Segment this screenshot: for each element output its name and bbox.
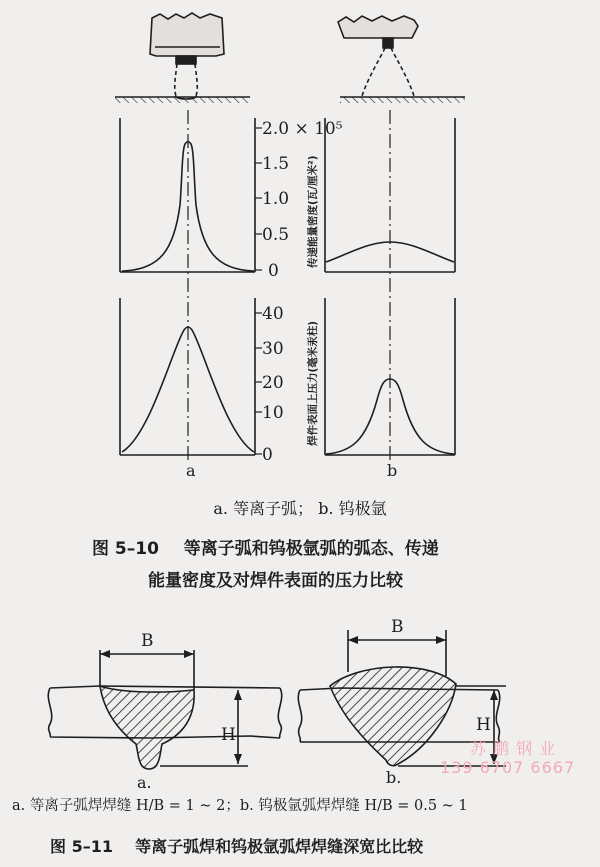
figure-5-11-number: 图 5–11: [50, 837, 113, 856]
height-label-b: H: [476, 715, 491, 735]
width-label-a: B: [141, 631, 154, 651]
figure-5-10-caption-line1: [92, 534, 439, 559]
panel-a-label: a: [186, 461, 196, 480]
pressure-ticks: [255, 313, 262, 454]
panel-b-label: b: [387, 461, 398, 480]
plasma-arc-column: [175, 64, 198, 96]
pressure-tick-1: 10: [262, 403, 284, 423]
width-label-b: B: [391, 617, 404, 637]
figure-5-11-title: 等离子弧焊和钨极氩弧焊焊缝深宽比比较: [135, 837, 424, 856]
plasma-torch-icon: [150, 13, 224, 64]
pressure-axis-title: 焊件表面上压力(毫米汞柱): [307, 320, 319, 446]
weld-b-label: b.: [386, 768, 402, 787]
energy-tick-0: 0: [268, 261, 279, 281]
height-label-a: H: [221, 725, 236, 745]
arrow-a-bottom: [234, 754, 242, 764]
energy-tick-1: 0.5: [262, 225, 290, 245]
figure-5-10-caption-line2: [148, 566, 403, 591]
energy-density-ticks: [255, 128, 262, 270]
figure-5-11-caption: [50, 834, 423, 857]
workpiece-ground-a: [115, 97, 250, 103]
pressure-tick-labels: [262, 304, 284, 465]
figure-5-10-title-line2: 能量密度及对焊件表面的压力比较: [148, 571, 403, 591]
figure-5-10-title-line1: 等离子弧和钨极氩弧的弧态、传递: [183, 539, 439, 559]
pressure-tick-2: 20: [262, 373, 284, 393]
figure-5-11: [48, 630, 506, 769]
weld-bead-tig: [330, 667, 456, 766]
workpiece-ground-b: [340, 97, 465, 103]
figure-5-11-legend: a. 等离子弧焊焊缝 H/B = 1 ~ 2；b. 钨极氩弧焊焊缝 H/B = 0.5 ~ 1: [12, 798, 468, 814]
arrow-b-left: [348, 636, 358, 644]
energy-tick-4: 2.0 × 10⁵: [262, 119, 343, 139]
energy-tick-2: 1.0: [262, 189, 290, 209]
watermark-company: 苏 鹏 钢 业: [470, 739, 557, 758]
weld-a-label: a.: [137, 773, 152, 792]
figure-5-10-number: 图 5–10: [92, 539, 159, 559]
tig-torch-icon: [338, 16, 418, 48]
tig-arc-cone: [362, 48, 414, 96]
arrow-b-right: [436, 636, 446, 644]
figure-5-10-legend: a. 等离子弧； b. 钨极氩: [213, 499, 387, 518]
arrow-a-top: [234, 690, 242, 700]
arrow-a-right: [184, 650, 194, 658]
arrow-b-top: [490, 690, 498, 700]
arrow-a-left: [100, 650, 110, 658]
energy-density-tick-labels: [262, 119, 343, 281]
energy-tick-3: 1.5: [262, 154, 290, 174]
watermark-phone: 139 6707 6667: [440, 758, 576, 777]
pressure-tick-0: 0: [262, 445, 273, 465]
pressure-tick-4: 40: [262, 304, 284, 324]
weld-bead-plasma: [100, 686, 194, 769]
energy-density-axis-title: 传递能量密度(瓦/厘米²): [307, 155, 319, 268]
pressure-tick-3: 30: [262, 339, 284, 359]
figure-5-10: [115, 13, 465, 462]
